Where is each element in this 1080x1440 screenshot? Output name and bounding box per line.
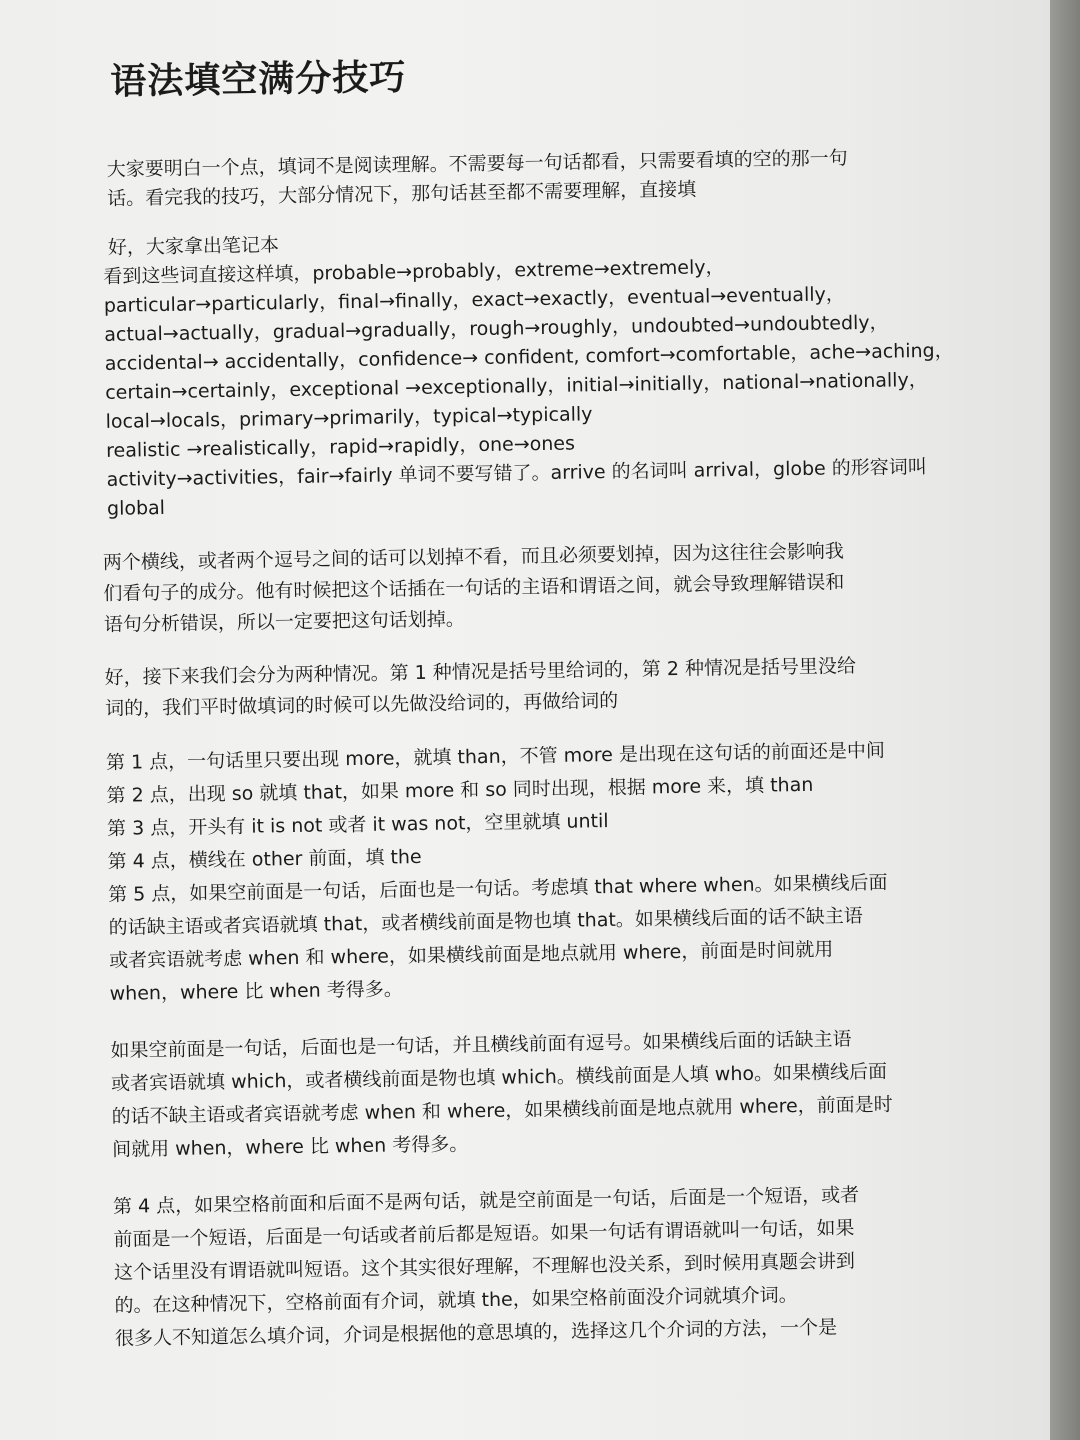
- text-line: 的。在这种情况下，空格前面有介词，就填 the，如果空格前面没介词就填介词。: [114, 1284, 798, 1317]
- text-line: 好，接下来我们会分为两种情况。第 1 种情况是括号里给词的，第 2 种情况是括号里没给: [104, 655, 857, 689]
- word-line: realistic →realistically，rapid→rapidly，one→ones: [105, 432, 576, 462]
- word-line: certain→certainly，exceptional →exceptionally，initial→initially，national→nationally，: [105, 368, 928, 404]
- notebook-note: 好，大家拿出笔记本: [107, 234, 280, 259]
- point-item: when，where 比 when 考得多。: [109, 978, 403, 1005]
- text-line: 这个话里没有谓语就叫短语。这个其实很好理解，不理解也没关系，到时候用真题会讲到: [113, 1250, 856, 1284]
- word-line: 看到这些词直接这样填，probable→probably，extreme→extremely，: [103, 256, 725, 288]
- point-item: 或者宾语就考虑 when 和 where，如果横线前面是地点就用 where，前面是时间就用: [108, 938, 834, 972]
- word-line: global: [106, 496, 166, 520]
- word-line: actual→actually，gradual→gradually，rough→roughly，undoubted→undoubtedly，: [104, 311, 889, 346]
- page-title: 语法填空满分技巧: [110, 57, 407, 103]
- text-line: 们看句子的成分。他有时候把这个话插在一句话的主语和谓语之间，就会导致理解错误和: [103, 571, 845, 605]
- text-line: 的话不缺主语或者宾语就考虑 when 和 where，如果横线前面是地点就用 where，前面是时: [111, 1093, 893, 1128]
- word-line: local→locals，primary→primarily，typical→typically: [105, 403, 593, 433]
- text-line: 第 4 点，如果空格前面和后面不是两句话，就是空前面是一句话，后面是一个短语，或者: [112, 1184, 860, 1218]
- point-item: 第 2 点，出现 so 就填 that，如果 more 和 so 同时出现，根据 more 来，填 than: [106, 773, 814, 807]
- word-list-paragraph: [98, 250, 954, 524]
- text-line: 语句分析错误，所以一定要把这句话划掉。: [103, 608, 466, 636]
- dash-paragraph: [103, 535, 934, 641]
- which-paragraph: [110, 1022, 942, 1167]
- text-line: 很多人不知道怎么填介词，介词是根据他的意思填的，选择这几个介词的方法，一个是: [114, 1316, 838, 1350]
- point-item: 第 3 点，开头有 it is not 或者 it was not，空里就填 until: [106, 810, 609, 840]
- text-line: 两个横线，或者两个逗号之间的话可以划掉不看，而且必须要划掉，因为这往往会影响我: [102, 540, 844, 574]
- point4-paragraph: [113, 1178, 945, 1356]
- text-line: 间就用 when，where 比 when 考得多。: [111, 1133, 469, 1161]
- point-item: 第 4 点，横线在 other 前面，填 the: [107, 845, 422, 873]
- text-line: 前面是一个短语，后面是一句话或者前后都是短语。如果一句话有谓语就叫一句话，如果: [113, 1217, 855, 1251]
- text-line: 话。看完我的技巧，大部分情况下，那句话甚至都不需要理解，直接填: [107, 178, 697, 210]
- intro-paragraph: [97, 143, 928, 214]
- word-line: activity→activities，fair→fairly 单词不要写错了。arrive 的名词叫 arrival，globe 的形容词叫: [106, 455, 927, 491]
- point-item: 的话缺主语或者宾语就填 that，或者横线前面是物也填 that。如果横线后面的话不缺主语: [108, 905, 863, 939]
- text-line: 如果空前面是一句话，后面也是一句话，并且横线前面有逗号。如果横线后面的话缺主语: [110, 1028, 852, 1062]
- text-line: 或者宾语就填 which，或者横线前面是物也填 which。横线前面是人填 who。如果横线后面: [110, 1060, 888, 1095]
- point-item: 第 5 点，如果空前面是一句话，后面也是一句话。考虑填 that where when。如果横线后面: [107, 871, 888, 906]
- page-edge-shadow: [1050, 0, 1080, 1440]
- text-line: 大家要明白一个点，填词不是阅读理解。不需要每一句话都看，只需要看填的空的那一句: [106, 147, 848, 181]
- cases-paragraph: [104, 650, 935, 725]
- document-content: [95, 47, 954, 1356]
- point-item: 第 1 点，一句话里只要出现 more，就填 than，不管 more 是出现在这句话的前面还是中间: [105, 739, 886, 774]
- word-line: accidental→ accidentally，confidence→ confident, comfort→comfortable，ache→aching，: [104, 339, 954, 375]
- text-line: 词的，我们平时做填词的时候可以先做没给词的，再做给词的: [105, 689, 619, 720]
- points-list: [106, 734, 940, 1011]
- word-line: particular→particularly，final→finally，exact→exactly，eventual→eventually，: [103, 283, 845, 317]
